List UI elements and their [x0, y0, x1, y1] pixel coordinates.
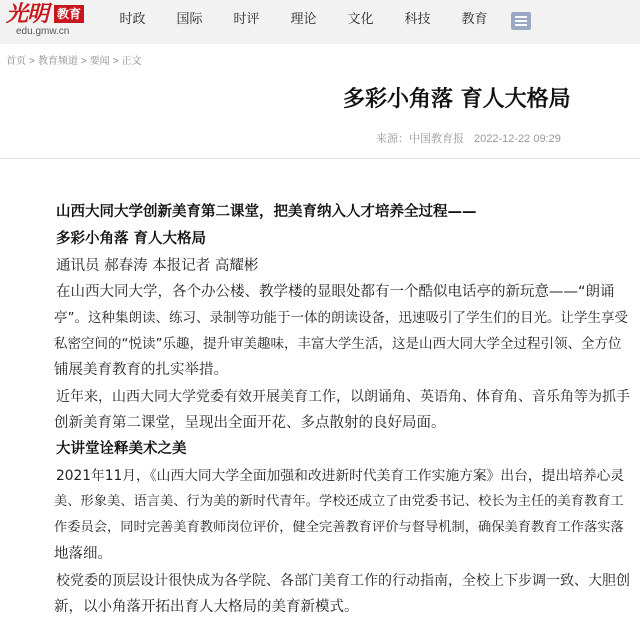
- paragraph-line: 美、形象美、语言美、行为美的新时代青年。学校还成立了由党委书记、校长为主任的美育教育工: [54, 494, 624, 509]
- nav-item-theory[interactable]: 理论: [290, 12, 317, 27]
- breadcrumb-home[interactable]: 首页: [6, 56, 26, 67]
- article-subtitle: 山西大同大学创新美育第二课堂，把美育纳入人才培养全过程——: [56, 204, 477, 220]
- paragraph-line: 在山西大同大学，各个办公楼、教学楼的显眼处都有一个酷似电话亭的新玩意——“朗诵: [56, 284, 615, 300]
- paragraph-line: 作委员会，同时完善美育教师岗位评价，健全完善教育评价与督导机制，确保美育教育工作落实落: [54, 520, 624, 535]
- nav-item-culture[interactable]: 文化: [347, 12, 374, 27]
- breadcrumb-education-channel[interactable]: 教育频道: [37, 56, 78, 67]
- paragraph-line: 2021年11月，《山西大同大学全面加强和改进新时代美育工作实施方案》出台，提出培养心灵: [56, 468, 625, 484]
- paragraph-line: 铺展美育教育的扎实举措。: [54, 362, 228, 378]
- logo-domain: edu.gmw.cn: [16, 26, 70, 37]
- paragraph-line: 亭”。这种集朗读、练习、录制等功能于一体的朗读设备，迅速吸引了学生们的目光。让学生享受: [54, 310, 628, 326]
- article-time: 2022-12-22 09:29: [474, 133, 561, 145]
- breadcrumb-separator: >: [29, 56, 35, 67]
- paragraph-line: 地落细。: [54, 546, 112, 562]
- paragraph-line: 校党委的顶层设计很快成为各学院、各部门美育工作的行动指南，全校上下步调一致、大胆创: [56, 573, 630, 589]
- article-title: 多彩小角落 育人大格局: [343, 87, 571, 112]
- divider: [0, 158, 640, 159]
- site-logo[interactable]: [6, 2, 90, 40]
- nav-item-commentary[interactable]: 时评: [233, 12, 260, 27]
- breadcrumb-separator: >: [80, 56, 87, 67]
- menu-icon[interactable]: [511, 12, 531, 30]
- byline: 通讯员 郝春涛 本报记者 高耀彬: [56, 258, 259, 274]
- breadcrumb-current: 正文: [121, 56, 142, 67]
- paragraph-line: 近年来，山西大同大学党委有效开展美育工作，以朗诵角、英语角、体育角、音乐角等为抓手: [56, 389, 630, 405]
- main-nav: [104, 0, 503, 44]
- breadcrumb-news[interactable]: 要闻: [89, 56, 110, 67]
- paragraph-line: 创新美育第二课堂，呈现出全面开花、多点散射的良好局面。: [54, 415, 446, 431]
- nav-item-technology[interactable]: 科技: [404, 12, 431, 27]
- paragraph-line: 私密空间的“悦读”乐趣，提升审美趣味，丰富大学生活，这是山西大同大学全过程引领、全方位: [54, 336, 622, 352]
- top-header: [0, 0, 640, 44]
- article-subheading: 多彩小角落 育人大格局: [56, 231, 207, 247]
- nav-item-education[interactable]: 教育: [461, 12, 488, 27]
- nav-item-politics[interactable]: 时政: [119, 12, 146, 27]
- logo-brand: 光明: [6, 1, 49, 27]
- article-source: 来源：中国教育报: [376, 133, 464, 145]
- logo-channel-badge: 教育: [54, 5, 84, 23]
- paragraph-line: 新，以小角落开拓出育人大格局的美育新模式。: [54, 599, 359, 615]
- article-meta: [376, 132, 561, 146]
- breadcrumb-separator: >: [112, 56, 119, 67]
- breadcrumb: [6, 56, 142, 68]
- nav-item-international[interactable]: 国际: [176, 12, 203, 27]
- section-heading: 大讲堂诠释美术之美: [56, 441, 187, 457]
